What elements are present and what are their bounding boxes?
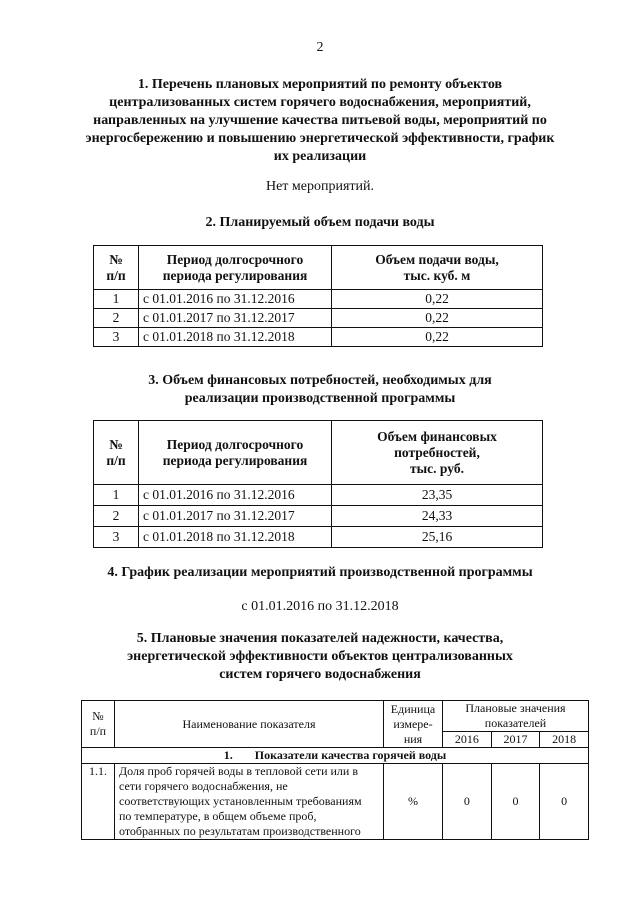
table-row: 3 с 01.01.2018 по 31.12.2018 25,16	[94, 527, 543, 548]
col-number-header: № п/п	[94, 246, 139, 290]
col-year-header: 2016	[443, 732, 492, 748]
section1-title-line: централизованных систем горячего водоснабжения, мероприятий,	[109, 95, 531, 110]
section1-title	[0, 76, 640, 166]
col-year-header: 2018	[540, 732, 589, 748]
section4-text: с 01.01.2016 по 31.12.2018	[241, 599, 399, 614]
section1-text: Нет мероприятий.	[265, 179, 375, 194]
col-period-header: Период долгосрочного периода регулирования	[139, 421, 332, 485]
table-row: 1 с 01.01.2016 по 31.12.2016 23,35	[94, 485, 543, 506]
table-row: 1.1. Доля проб горячей воды в тепловой сети или в сети горячего водоснабжения, не соответствующих установленным требованиям по температуре, в общем объеме проб, отобранных по результатам производственного % 0 0 0	[82, 764, 589, 840]
col-year-header: 2017	[491, 732, 540, 748]
table-row: 3 с 01.01.2018 по 31.12.2018 0,22	[94, 328, 543, 347]
table-row: 2 с 01.01.2017 по 31.12.2017 24,33	[94, 506, 543, 527]
section3-title: 3. Объем финансовых потребностей, необходимых для реализации производственной программы	[148, 373, 492, 406]
col-unit-header: Единица измере- ния	[384, 701, 443, 748]
table-row: 1 с 01.01.2016 по 31.12.2016 0,22	[94, 290, 543, 309]
table-row: 2 с 01.01.2017 по 31.12.2017 0,22	[94, 309, 543, 328]
col-number-header: № п/п	[82, 701, 115, 748]
supply-volume-table	[93, 245, 543, 347]
section2-title: 2. Планируемый объем подачи воды	[205, 215, 435, 230]
col-name-header: Наименование показателя	[115, 701, 384, 748]
section5-title: 5. Плановые значения показателей надежности, качества, энергетической эффективности объектов централизованных систем горячего водоснабжения	[127, 631, 513, 682]
col-period-header: Период долгосрочного периода регулирования	[139, 246, 332, 290]
section1-title-line: их реализации	[273, 149, 367, 164]
section1-title-line: энергосбережению и повышению энергетической эффективности, график	[85, 131, 555, 146]
indicators-table	[81, 700, 589, 840]
page-number: 2	[316, 40, 324, 55]
financial-needs-table	[93, 420, 543, 548]
section1-title-line: 1. Перечень плановых мероприятий по ремонту объектов	[137, 77, 503, 92]
col-finance-header: Объем финансовых потребностей, тыс. руб.	[332, 421, 543, 485]
indicator-name: Доля проб горячей воды в тепловой сети или в сети горячего водоснабжения, не соответствующих установленным требованиям по температуре, в общем объеме проб, отобранных по результатам производственного	[115, 764, 384, 840]
section4-title: 4. График реализации мероприятий производственной программы	[107, 565, 533, 580]
group-row: 1. Показатели качества горячей воды	[82, 748, 589, 764]
col-plan-header: Плановые значения показателей	[443, 701, 589, 732]
section1-title-line: направленных на улучшение качества питьевой воды, мероприятий по	[93, 113, 547, 128]
col-volume-header: Объем подачи воды, тыс. куб. м	[332, 246, 543, 290]
col-number-header: № п/п	[94, 421, 139, 485]
